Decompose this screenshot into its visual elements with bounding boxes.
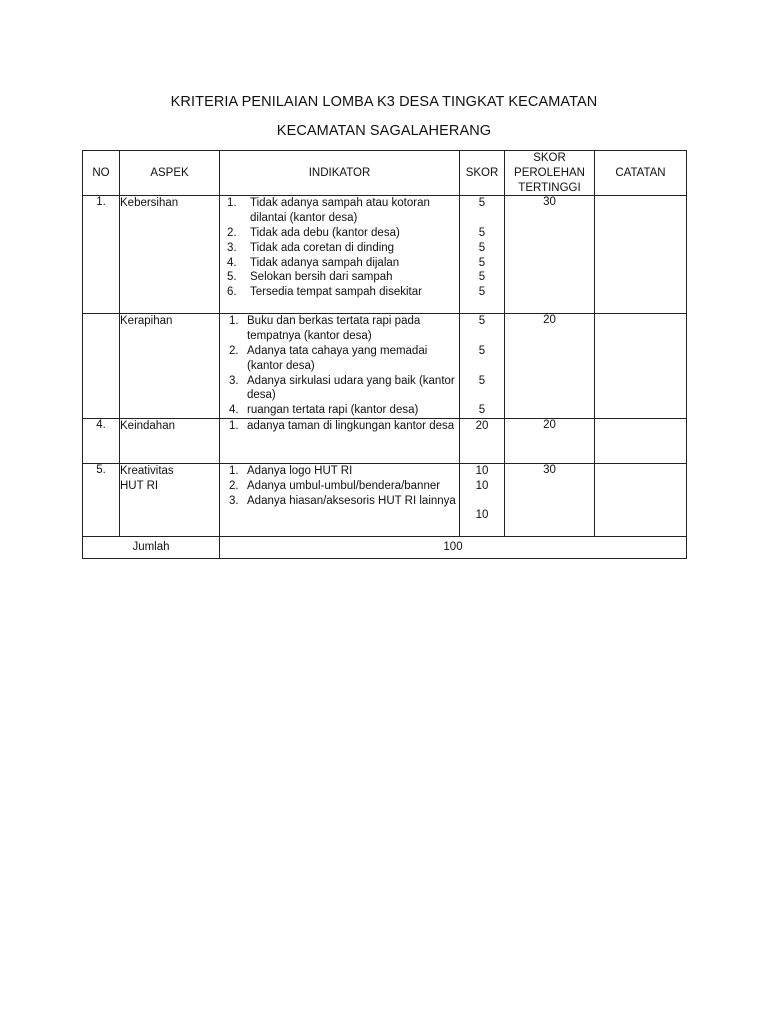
- indikator-item: [220, 374, 459, 404]
- item-text: Tidak adanya sampah dijalan: [250, 256, 400, 269]
- item-text: Tidak adanya sampah atau kotoran dilantai (kantor desa): [250, 197, 430, 225]
- item-text: Adanya tata cahaya yang memadai (kantor desa): [247, 344, 428, 372]
- item-number: 3.: [229, 494, 239, 507]
- row-skor: [460, 196, 505, 314]
- item-number: 2.: [229, 479, 239, 492]
- row-aspek: Kerapihan: [120, 314, 220, 419]
- indikator-item: [220, 314, 459, 344]
- item-number: 5.: [227, 271, 237, 284]
- item-text: ruangan tertata rapi (kantor desa): [247, 404, 419, 417]
- indikator-item: [220, 285, 459, 300]
- item-text: Adanya sirkulasi udara yang baik (kantor desa): [247, 374, 455, 402]
- header-catatan: CATATAN: [595, 151, 687, 196]
- skor-value: 20: [475, 419, 489, 432]
- indikator-item: [220, 256, 459, 271]
- row-no: 1.: [83, 196, 120, 314]
- document-subtitle: KECAMATAN SAGALAHERANG: [276, 123, 492, 139]
- item-number: 3.: [229, 374, 239, 387]
- aspek-line1: Kreativitas: [120, 464, 174, 477]
- item-number: 2.: [229, 344, 239, 357]
- row-catatan: [595, 196, 687, 314]
- indikator-item: [220, 464, 459, 479]
- item-number: 1.: [229, 464, 239, 477]
- header-skor: SKOR: [460, 151, 505, 196]
- row-aspek: Kebersihan: [120, 196, 220, 314]
- row-perolehan: 30: [505, 463, 595, 536]
- item-text: Tersedia tempat sampah disekitar: [250, 286, 422, 299]
- skor-value: 10: [475, 479, 489, 492]
- item-text: Selokan bersih dari sampah: [250, 271, 393, 284]
- row-skor: [460, 418, 505, 463]
- row-indikator: [220, 314, 460, 419]
- row-aspek: Keindahan: [120, 418, 220, 463]
- indikator-item: [220, 403, 459, 418]
- skor-value: 5: [478, 344, 486, 357]
- row-aspek: [120, 463, 220, 536]
- header-skor-perolehan: [505, 151, 595, 196]
- row-no: 4.: [83, 418, 120, 463]
- skor-value: 5: [478, 241, 486, 254]
- item-text: adanya taman di lingkungan kantor desa: [247, 419, 455, 432]
- indikator-item: [220, 479, 459, 494]
- indikator-item: [220, 196, 459, 226]
- header-aspek: ASPEK: [120, 151, 220, 196]
- indikator-item: [220, 270, 459, 285]
- skor-value: 5: [478, 256, 486, 269]
- row-indikator: [220, 418, 460, 463]
- indikator-item: [220, 419, 459, 434]
- header-indikator: INDIKATOR: [220, 151, 460, 196]
- skor-value: 10: [475, 509, 489, 522]
- header-perolehan-line2: PEROLEHAN: [514, 166, 585, 179]
- item-text: Adanya logo HUT RI: [247, 464, 353, 477]
- item-text: Adanya umbul-umbul/bendera/banner: [247, 479, 441, 492]
- item-text: Tidak ada debu (kantor desa): [250, 226, 400, 239]
- skor-value: 5: [478, 374, 486, 387]
- table-row: [83, 418, 687, 463]
- item-number: 6.: [227, 286, 237, 299]
- table-row: [83, 463, 687, 536]
- row-catatan: [595, 463, 687, 536]
- row-perolehan: 30: [505, 196, 595, 314]
- item-number: 2.: [227, 226, 237, 239]
- indikator-item: [220, 241, 459, 256]
- item-text: Buku dan berkas tertata rapi pada tempatnya (kantor desa): [247, 315, 421, 343]
- item-text: Tidak ada coretan di dinding: [250, 241, 395, 254]
- row-indikator: [220, 463, 460, 536]
- item-text: Adanya hiasan/aksesoris HUT RI lainnya: [247, 494, 456, 507]
- row-no: [83, 314, 120, 419]
- jumlah-label: Jumlah: [83, 536, 220, 558]
- row-no: 5.: [83, 463, 120, 536]
- row-indikator: [220, 196, 460, 314]
- skor-value: 5: [478, 315, 486, 328]
- item-number: 1.: [227, 197, 237, 210]
- skor-value: 10: [475, 464, 489, 477]
- item-number: 3.: [227, 241, 237, 254]
- header-no: NO: [83, 151, 120, 196]
- document-title: KRITERIA PENILAIAN LOMBA K3 DESA TINGKAT KECAMATAN: [170, 94, 598, 110]
- row-skor: [460, 463, 505, 536]
- item-number: 4.: [227, 256, 237, 269]
- skor-value: 5: [478, 197, 486, 210]
- item-number: 1.: [229, 419, 239, 432]
- row-perolehan: 20: [505, 314, 595, 419]
- row-perolehan: 20: [505, 418, 595, 463]
- indikator-item: [220, 494, 459, 509]
- skor-value: 5: [478, 271, 486, 284]
- skor-value: 5: [478, 404, 486, 417]
- skor-value: 5: [478, 226, 486, 239]
- row-catatan: [595, 314, 687, 419]
- row-catatan: [595, 418, 687, 463]
- row-skor: [460, 314, 505, 419]
- item-number: 4.: [229, 404, 239, 417]
- jumlah-total: 100: [220, 536, 687, 558]
- aspek-line2: HUT RI: [120, 479, 159, 492]
- table-row: [83, 196, 687, 314]
- header-perolehan-line1: SKOR: [533, 152, 566, 164]
- skor-value: 5: [478, 286, 486, 299]
- header-perolehan-line3: TERTINGGI: [518, 181, 581, 194]
- table-header-row: [83, 151, 687, 196]
- item-number: 1.: [229, 315, 239, 328]
- table-footer-row: [83, 536, 687, 558]
- indikator-item: [220, 344, 459, 374]
- criteria-table: [82, 150, 687, 559]
- indikator-item: [220, 226, 459, 241]
- table-row: [83, 314, 687, 419]
